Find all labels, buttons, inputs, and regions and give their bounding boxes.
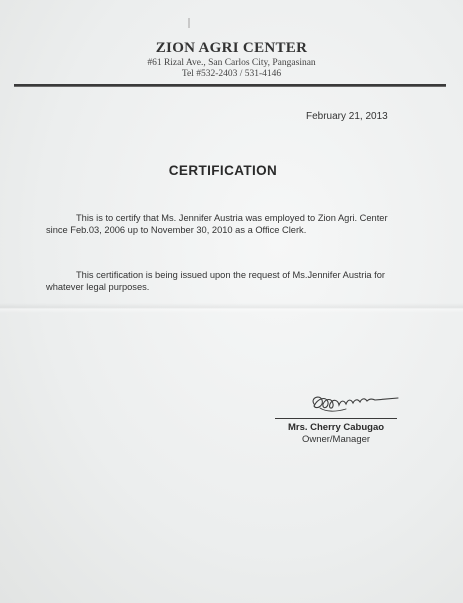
certification-text: This is to certify that Ms. Jennifer Austria was employed to Zion Agri. Center since Feb.03, 2006 up to November 30, 2010 as a Office Clerk.	[46, 213, 388, 235]
handwritten-signature	[306, 384, 406, 416]
company-telephone: Tel #532-2403 / 531-4146	[181, 69, 282, 79]
signatory-role: Owner/Manager	[301, 434, 371, 445]
purpose-text: This certification is being issued upon the request of Ms.Jennifer Austria for whatever legal purposes.	[46, 270, 386, 292]
header-divider	[14, 84, 446, 87]
document-title: CERTIFICATION	[168, 163, 278, 178]
purpose-paragraph	[46, 269, 398, 293]
paper-fold	[0, 303, 463, 313]
signature-line	[275, 418, 397, 419]
document-date: February 21, 2013	[306, 111, 388, 122]
company-name: ZION AGRI CENTER	[155, 40, 308, 56]
certification-paragraph	[46, 212, 398, 236]
company-address: #61 Rizal Ave., San Carlos City, Pangasinan	[147, 58, 316, 68]
signatory-name: Mrs. Cherry Cabugao	[287, 422, 385, 433]
staple-mark	[188, 18, 190, 28]
